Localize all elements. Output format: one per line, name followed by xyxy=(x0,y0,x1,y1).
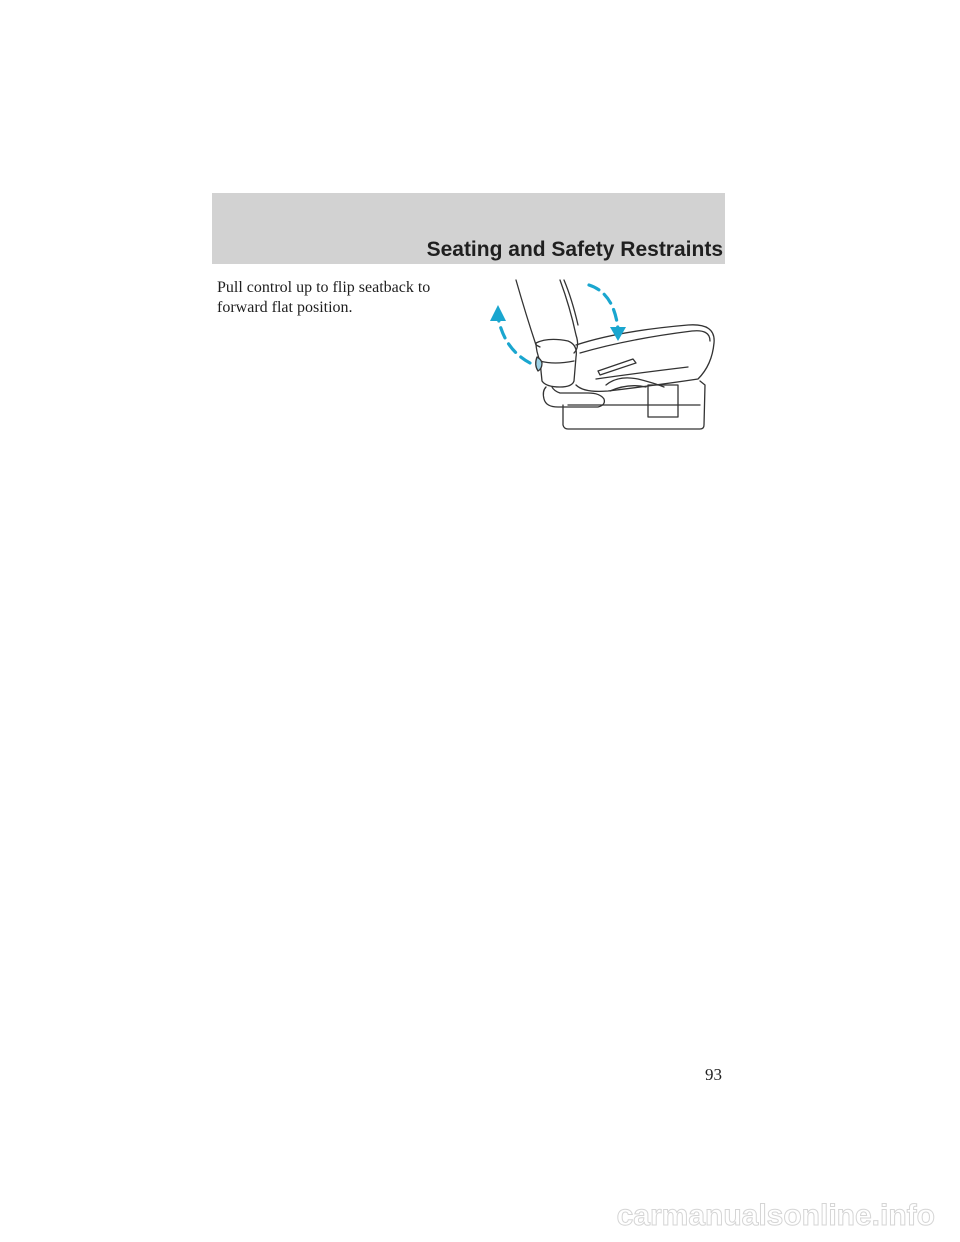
instruction-text: Pull control up to flip seatback to forward flat position. xyxy=(217,279,431,316)
arrow-forward-path xyxy=(589,285,618,329)
seatback xyxy=(516,280,540,347)
arrow-up-path xyxy=(498,317,530,363)
page-number: 93 xyxy=(705,1065,722,1084)
watermark-logo xyxy=(540,1198,940,1234)
latch-cover xyxy=(648,385,678,417)
section-title: Seating and Safety Restraints xyxy=(426,238,723,261)
release-lever xyxy=(536,357,542,371)
arrow-up-head-icon xyxy=(490,305,506,321)
arrow-forward-head-icon xyxy=(610,327,626,341)
seat-bracket xyxy=(543,387,604,407)
header-band xyxy=(212,193,725,264)
svg-text:carmanualsonline.info: carmanualsonline.info xyxy=(616,1199,935,1232)
seat-fold-illustration xyxy=(488,275,723,435)
